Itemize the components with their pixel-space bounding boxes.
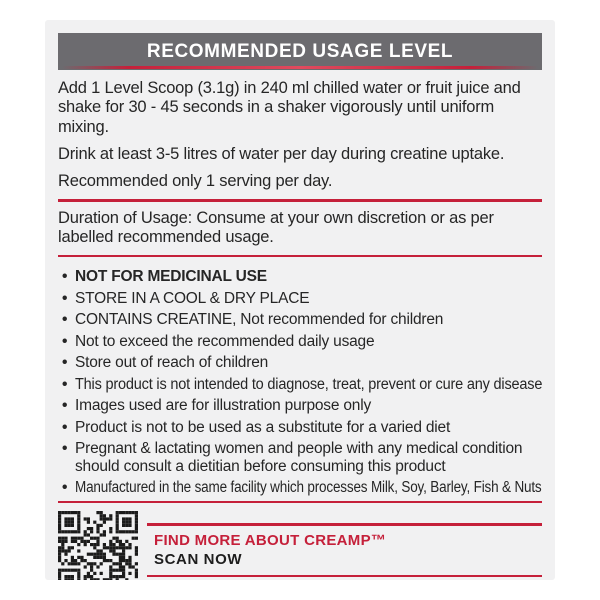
bullet-icon: •: [62, 479, 68, 497]
bullet-icon: •: [62, 289, 68, 307]
scan-now-text: SCAN NOW: [154, 550, 243, 568]
footer-text-block: [147, 511, 542, 580]
qr-code-graphic: [58, 511, 138, 580]
warning-item: • NOT FOR MEDICINAL USE: [58, 268, 542, 286]
bullet-icon: •: [62, 418, 68, 436]
warning-list: [58, 268, 542, 497]
bullet-icon: •: [62, 311, 68, 329]
page-title: RECOMMENDED USAGE LEVEL: [146, 40, 454, 62]
warning-item: • Pregnant & lactating women and people with any medical condition should consult a dietitian before consuming this product: [58, 440, 542, 475]
usage-instruction-water: Drink at least 3-5 litres of water per day during creatine uptake.: [58, 144, 505, 163]
warning-item: • Product is not to be used as a substitute for a varied diet: [58, 419, 542, 437]
warning-item: • Not to exceed the recommended daily usage: [58, 333, 542, 351]
usage-label-card: [45, 20, 555, 580]
bullet-icon: •: [62, 375, 68, 393]
warning-item: • Images used are for illustration purpose only: [58, 397, 542, 415]
divider-line: [58, 199, 542, 202]
bullet-icon: •: [62, 332, 68, 350]
usage-instruction-serving: Recommended only 1 serving per day.: [58, 172, 333, 191]
footer-divider-top: [147, 523, 542, 526]
warning-item: • Manufactured in the same facility which processes Milk, Soy, Barley, Fish & Nuts: [58, 479, 542, 497]
warning-item: • This product is not intended to diagnose, treat, prevent or cure any disease: [58, 376, 542, 394]
bullet-icon: •: [62, 354, 68, 372]
duration-of-usage-text: Duration of Usage: Consume at your own discretion or as per labelled recommended usage.: [58, 208, 494, 247]
footer-scan-section: [58, 511, 542, 580]
warning-item: • Store out of reach of children: [58, 354, 542, 372]
footer-divider-bottom: [147, 575, 542, 578]
header-bar: [58, 33, 542, 70]
warning-item: • CONTAINS CREATINE, Not recommended for children: [58, 311, 542, 329]
warning-item: • STORE IN A COOL & DRY PLACE: [58, 290, 542, 308]
qr-code: [58, 511, 138, 580]
divider-line: [58, 255, 542, 258]
divider-line: [58, 501, 542, 504]
usage-instruction-mixing: Add 1 Level Scoop (3.1g) in 240 ml chilled water or fruit juice and shake for 30 - 45 seconds in a shaker vigorously until uniform mixing.: [58, 79, 521, 136]
bullet-icon: •: [62, 440, 68, 458]
bullet-icon: •: [62, 397, 68, 415]
footer-headline: FIND MORE ABOUT CREAMP™: [154, 531, 387, 549]
bullet-icon: •: [62, 268, 68, 286]
